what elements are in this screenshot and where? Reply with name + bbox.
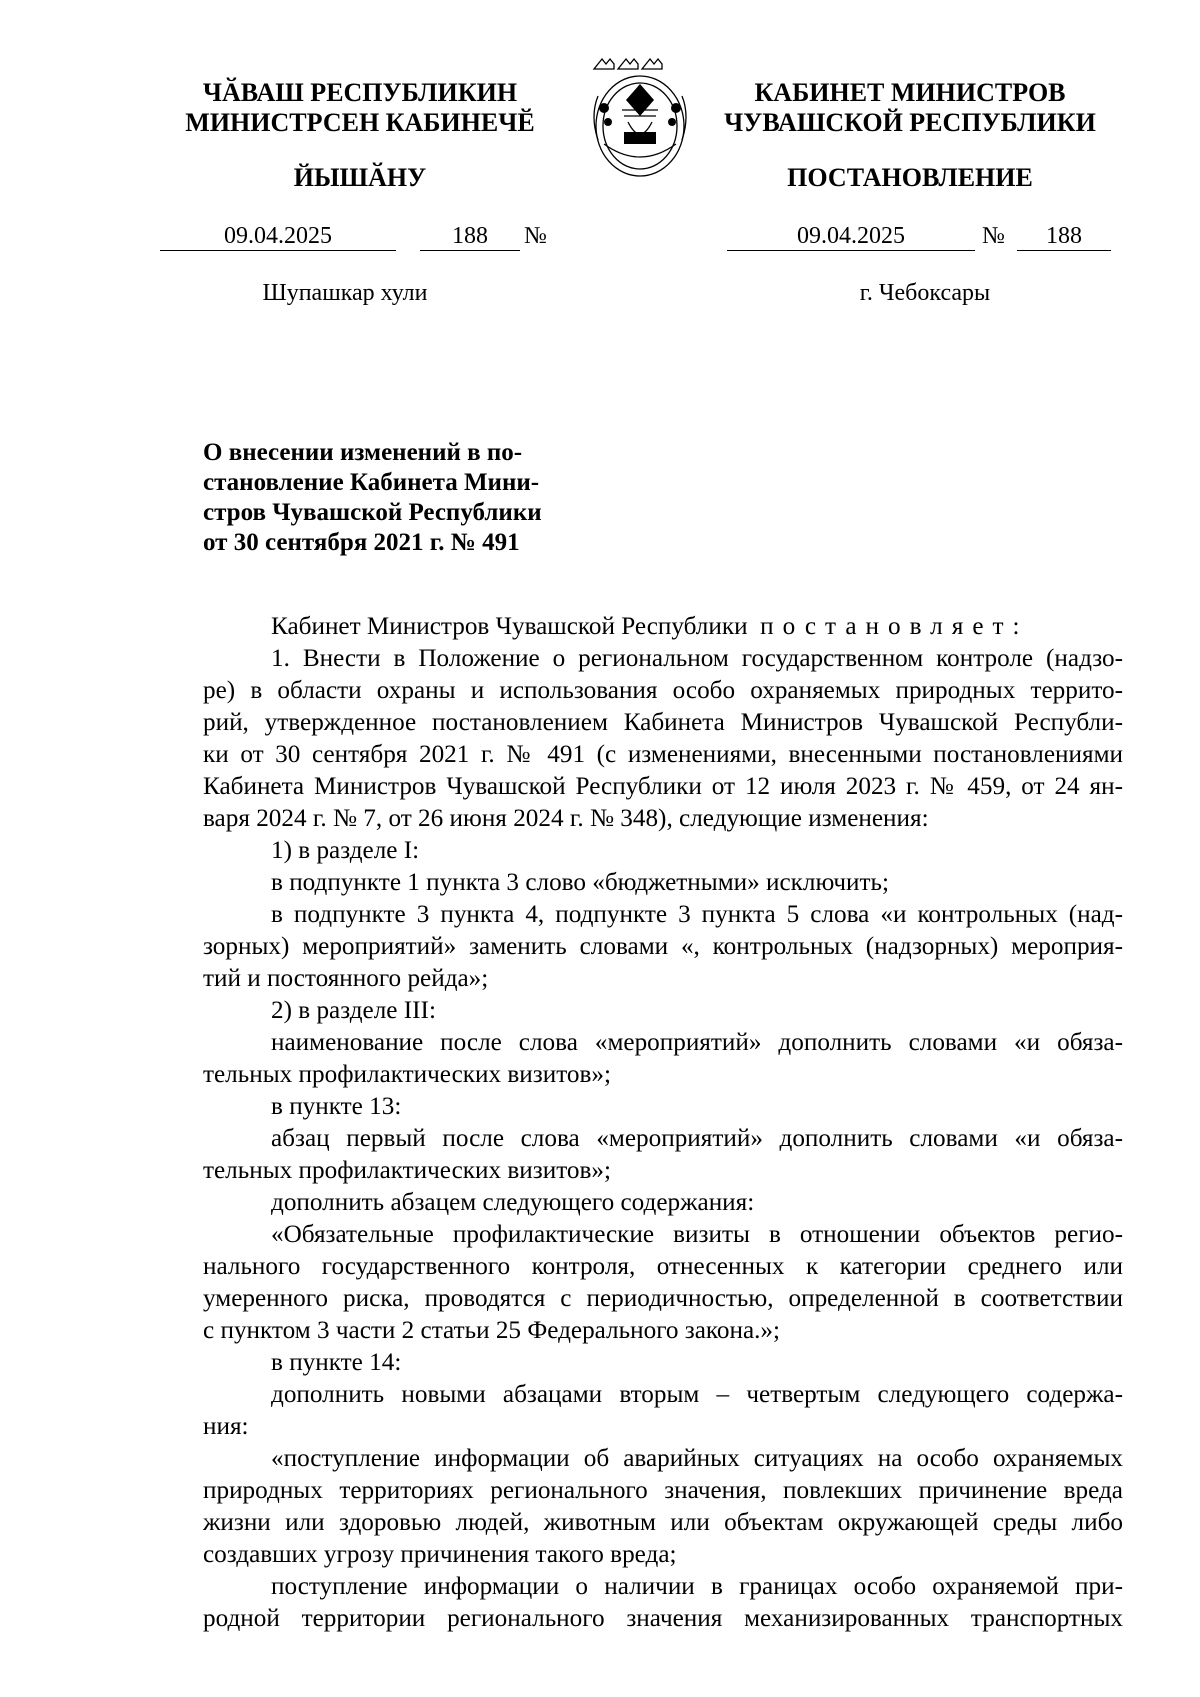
body-line: ния:: [203, 1413, 249, 1440]
subject-line: стров Чувашской Республики: [203, 499, 542, 526]
right-number: 188: [1017, 222, 1111, 251]
body-line: ки от 30 сентября 2021 г. № 491 (с изменениями, внесенными постановлениями: [203, 741, 1123, 768]
body-line: нального государственного контроля, отнесенных к категории среднего или: [203, 1253, 1123, 1280]
body-line: абзац первый после слова «мероприятий» дополнить словами «и обяза-: [271, 1125, 1123, 1152]
body-line: дополнить абзацем следующего содержания:: [271, 1189, 755, 1216]
left-date: 09.04.2025: [160, 222, 396, 251]
body-line: умеренного риска, проводятся с периодичностью, определенной в соответствии: [203, 1285, 1123, 1312]
body-line: Кабинета Министров Чувашской Республики от 12 июля 2023 г. № 459, от 24 ян-: [203, 773, 1123, 800]
left-number-sign: №: [524, 223, 547, 249]
right-date: 09.04.2025: [727, 222, 975, 251]
right-place: г. Чебоксары: [859, 280, 991, 306]
right-number-sign: №: [982, 223, 1005, 249]
right-doc-type: ПОСТАНОВЛЕНИЕ: [787, 163, 1033, 192]
body-line: в пункте 14:: [271, 1349, 402, 1376]
left-org-line-1: ЧӐВАШ РЕСПУБЛИКИН: [202, 78, 518, 107]
subject-line: от 30 сентября 2021 г. № 491: [203, 529, 520, 556]
body-line: тельных профилактических визитов»;: [203, 1157, 611, 1184]
left-doc-type: ЙЫШӐНУ: [293, 163, 427, 192]
body-line: создавших угрозу причинения такого вреда;: [203, 1541, 677, 1568]
body-line: природных территориях регионального значения, повлекших причинение вреда: [203, 1477, 1123, 1504]
body-line: поступление информации о наличии в границах особо охраняемой при-: [271, 1573, 1123, 1600]
body-line: в подпункте 1 пункта 3 слово «бюджетными» исключить;: [271, 869, 889, 896]
body-line: «Обязательные профилактические визиты в отношении объектов регио-: [271, 1221, 1123, 1248]
body-line: в пункте 13:: [271, 1093, 402, 1120]
right-org-line-2: ЧУВАШСКОЙ РЕСПУБЛИКИ: [724, 108, 1096, 137]
body-line: 2) в разделе III:: [271, 997, 436, 1024]
document-subject: [203, 438, 567, 558]
body-line: «поступление информации об аварийных ситуациях на особо охраняемых: [271, 1445, 1123, 1472]
right-org-name: [690, 78, 1130, 138]
right-registration-line: [727, 222, 1117, 252]
left-org-name: [150, 78, 570, 138]
right-org-line-1: КАБИНЕТ МИНИСТРОВ: [754, 78, 1066, 107]
preamble-subject: Кабинет Министров Чувашской Республики: [271, 613, 748, 640]
body-line: 1. Внести в Положение о региональном государственном контроле (надзо-: [271, 645, 1123, 672]
left-org-line-2: МИНИСТРСЕН КАБИНЕЧӖ: [185, 108, 535, 137]
subject-line: О внесении изменений в по-: [203, 439, 523, 466]
left-number: 188: [420, 222, 520, 251]
subject-line: становление Кабинета Мини-: [203, 469, 540, 496]
left-registration-line: [160, 222, 560, 252]
preamble-verb: постановляет:: [760, 613, 1029, 640]
body-line: зорных) мероприятий» заменить словами «, контрольных (надзорных) мероприя-: [203, 933, 1123, 960]
body-line: дополнить новыми абзацами вторым – четвертым следующего содержа-: [271, 1381, 1123, 1408]
body-line: в подпункте 3 пункта 4, подпункте 3 пункта 5 слова «и контрольных (над-: [271, 901, 1123, 928]
body-line: 1) в разделе I:: [271, 837, 420, 864]
document-body: [203, 611, 1123, 1635]
body-line: тий и постоянного рейда»;: [203, 965, 489, 992]
body-line: рий, утвержденное постановлением Кабинета Министров Чувашской Республи-: [203, 709, 1123, 736]
body-line: тельных профилактических визитов»;: [203, 1061, 611, 1088]
body-line: жизни или здоровью людей, животным или объектам окружающей среды либо: [203, 1509, 1123, 1536]
body-line: варя 2024 г. № 7, от 26 июня 2024 г. № 348), следующие изменения:: [203, 805, 929, 832]
body-line: наименование после слова «мероприятий» дополнить словами «и обяза-: [271, 1029, 1123, 1056]
left-place: Шупашкар хули: [262, 280, 428, 306]
body-line: родной территории регионального значения механизированных транспортных: [203, 1605, 1123, 1632]
body-line: с пунктом 3 части 2 статьи 25 Федерального закона.»;: [203, 1317, 781, 1344]
preamble: [203, 611, 1123, 643]
body-line: ре) в области охраны и использования особо охраняемых природных террито-: [203, 677, 1123, 704]
